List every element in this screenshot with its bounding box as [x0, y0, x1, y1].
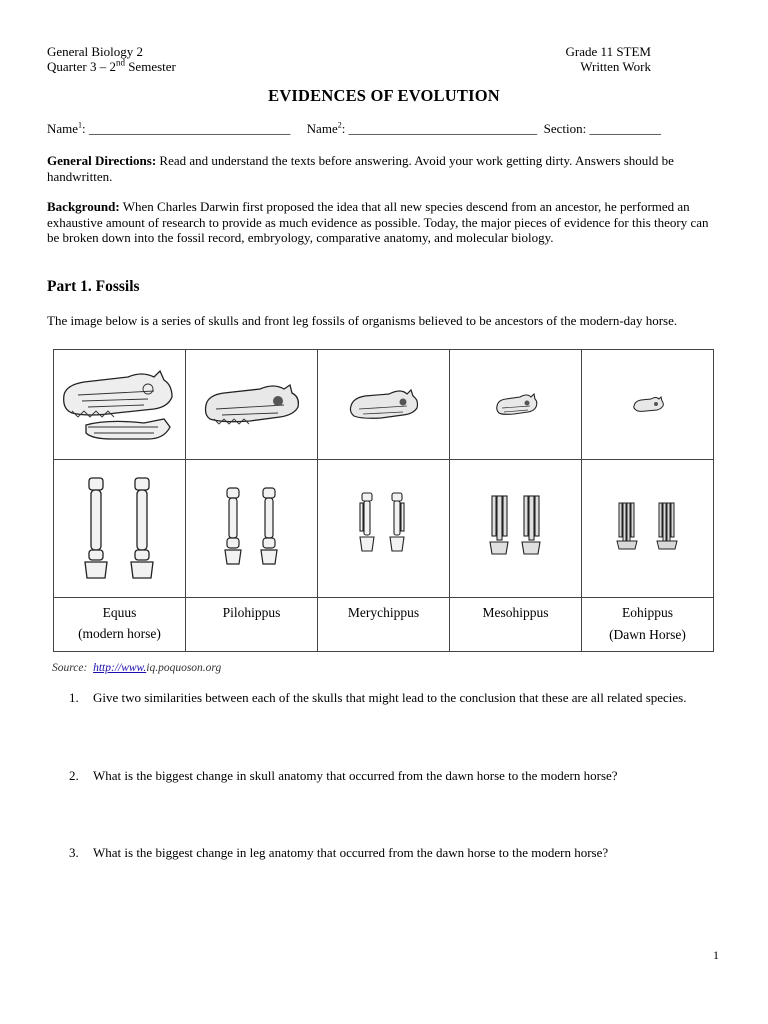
- page-header: [47, 44, 651, 74]
- source-link[interactable]: http://www.: [93, 662, 147, 674]
- general-directions: General Directions: Read and understand the texts before answering. Avoid your work getting dirty. Answers should be handwritten.: [47, 153, 674, 184]
- grade-level: Grade 11 STEM: [565, 44, 651, 59]
- quarter-semester: Quarter 3 – 2nd Semester: [47, 57, 176, 74]
- leg-row: [54, 460, 714, 598]
- label-equus: Equus (modern horse): [54, 598, 186, 652]
- leg-image-merychippus: [354, 489, 414, 569]
- leg-merychippus: [318, 460, 450, 598]
- fossil-table: [53, 349, 714, 652]
- skull-image-equus: [58, 355, 182, 455]
- leg-image-mesohippus: [486, 492, 546, 566]
- skull-merychippus: [318, 350, 450, 460]
- label-pilohippus: Pilohippus: [186, 598, 318, 652]
- leg-eohippus: [582, 460, 714, 598]
- leg-mesohippus: [450, 460, 582, 598]
- name2-field[interactable]: : _____________________________: [341, 121, 538, 136]
- skull-image-merychippus: [347, 384, 421, 426]
- skull-image-pilohippus: [200, 375, 304, 435]
- course-name: General Biology 2: [47, 44, 144, 59]
- skull-eohippus: [582, 350, 714, 460]
- label-merychippus: Merychippus: [318, 598, 450, 652]
- part1-heading: Part 1. Fossils: [47, 278, 140, 295]
- work-type: Written Work: [580, 59, 651, 74]
- skull-image-eohippus: [632, 394, 664, 416]
- page-title: EVIDENCES OF EVOLUTION: [268, 86, 500, 105]
- label-eohippus: Eohippus (Dawn Horse): [582, 598, 714, 652]
- question-2: 2. What is the biggest change in skull anatomy that occurred from the dawn horse to the modern horse?: [69, 768, 618, 783]
- part1-intro: The image below is a series of skulls and front leg fossils of organisms believed to be ancestors of the modern-day horse.: [47, 313, 678, 328]
- section-field[interactable]: Section: ___________: [543, 121, 661, 136]
- leg-equus: [54, 460, 186, 598]
- name-section-line: Name$^1$: _______________________________ Name$^2$: _____________________________ Section: ___________: [47, 120, 661, 136]
- leg-image-equus: [75, 474, 165, 584]
- skull-equus: [54, 350, 186, 460]
- page-number: 1: [713, 948, 719, 962]
- name1-field[interactable]: : _______________________________: [82, 121, 291, 136]
- background-paragraph: Background: When Charles Darwin first proposed the idea that all new species descend from an ancestor, he performed an exhaustive amount of research to provide as much evidence as possible. Today, the major pieces of evidence for this theory can be broken down into the fossil record, embryology, comparative anatomy, and molecular biology.: [47, 199, 709, 245]
- label-row: [54, 598, 714, 652]
- source-citation: Source: http://www.iq.poquoson.org: [52, 662, 222, 674]
- leg-pilohippus: [186, 460, 318, 598]
- question-1: 1. Give two similarities between each of the skulls that might lead to the conclusion that these are all related species.: [69, 690, 687, 705]
- skull-image-mesohippus: [494, 390, 538, 420]
- question-3: 3. What is the biggest change in leg anatomy that occurred from the dawn horse to the modern horse?: [69, 845, 609, 860]
- leg-image-eohippus: [613, 499, 683, 559]
- skull-pilohippus: [186, 350, 318, 460]
- skull-mesohippus: [450, 350, 582, 460]
- label-mesohippus: Mesohippus: [450, 598, 582, 652]
- skull-row: [54, 350, 714, 460]
- leg-image-pilohippus: [217, 484, 287, 574]
